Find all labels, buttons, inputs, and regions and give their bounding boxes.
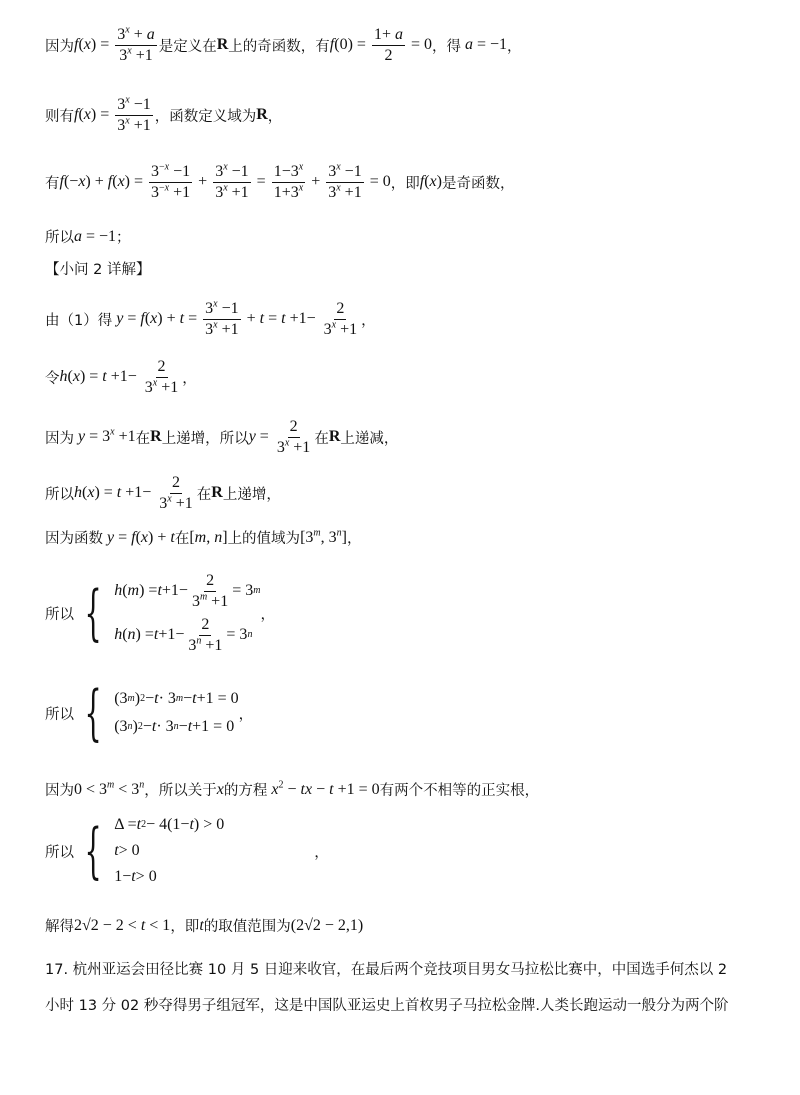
line-2 bbox=[45, 96, 282, 134]
math-t: t bbox=[199, 916, 204, 934]
line-16 bbox=[45, 958, 727, 979]
text: 上的值域为 bbox=[227, 531, 301, 547]
text: ， bbox=[507, 38, 522, 55]
text: ， bbox=[267, 108, 283, 125]
math-f0: f(0) = $\frac{1+ a}{2}$ = 0 bbox=[329, 26, 432, 64]
text: 所以 bbox=[45, 606, 74, 623]
line-13 bbox=[45, 779, 539, 800]
text: 因为 bbox=[45, 38, 74, 55]
section-heading: 【小问 2 详解】 bbox=[45, 262, 151, 278]
math-odd-check: f(−x) + f(x) = $\frac{3^{-x} -1}{3^{-x} +1}$ + $\frac{3^x -1}{3^x +1}$ = $\frac{1-3^x}{1+3^x}$ + $\frac{3^x -1}{3^x +1}$ = 0 bbox=[59, 161, 391, 201]
text: 是奇函数， bbox=[441, 175, 515, 192]
math-ineq: $0 < 3^m < 3^n$ bbox=[74, 779, 145, 798]
text: 令 bbox=[45, 370, 60, 387]
text: ； bbox=[116, 230, 131, 246]
text: ，得 bbox=[432, 38, 461, 55]
text: 是定义在 bbox=[158, 38, 217, 55]
text: 在 bbox=[174, 531, 190, 547]
line-6 bbox=[45, 300, 376, 338]
text: 因为函数 bbox=[45, 531, 103, 547]
math-y: $y = 3^x +1$ bbox=[78, 426, 136, 446]
math-system-2: { (3 m ) 2 − t · 3 m − t +1 = 0 (3 n ) 2 − t · 3 n − t +1 = 0 bbox=[84, 678, 239, 748]
math-a: a = −1 bbox=[74, 227, 117, 245]
text: ，函数定义域为 bbox=[154, 108, 257, 125]
text: ，即 bbox=[390, 175, 420, 192]
text: ， bbox=[346, 531, 362, 547]
line-3 bbox=[45, 163, 514, 201]
text: 在 bbox=[314, 430, 329, 447]
line-12 bbox=[45, 678, 254, 748]
text: 上递增，所以 bbox=[161, 430, 249, 447]
math-hx: h(x) = t +1− $\frac{2}{3^x +1}$ bbox=[74, 474, 193, 512]
line-17 bbox=[45, 994, 728, 1015]
line-11 bbox=[45, 572, 275, 654]
question-17-text: 17. 杭州亚运会田径比赛 10 月 5 日迎来收官，在最后两个竞技项目男女马拉松比赛中，中国选手何杰以 2 bbox=[45, 962, 728, 978]
text: ， bbox=[260, 606, 275, 623]
line-9 bbox=[45, 474, 281, 512]
text: 的方程 bbox=[223, 783, 268, 799]
text: 上递增， bbox=[222, 486, 281, 503]
math-R: R bbox=[256, 106, 268, 124]
math-y: y = f(x) + t bbox=[107, 528, 175, 546]
math-R: R bbox=[216, 36, 229, 54]
text: ，所以关于 bbox=[144, 783, 217, 799]
math-fx: f(x) = $\frac{3^x -1}{3^x +1}$ bbox=[74, 94, 151, 134]
math-fx-def: f(x) = $\frac{3^x + a}{3^x +1}$ bbox=[74, 24, 155, 64]
text: ， bbox=[238, 706, 254, 723]
math-system-3: { Δ = t 2 − 4(1− t ) > 0 t > 0 1− t > 0 bbox=[84, 816, 225, 886]
text: 有两个不相等的正实根， bbox=[379, 783, 540, 799]
math-y: y = f(x) + t = $\frac{3^x -1}{3^x +1}$ + t = t +1− $\frac{2}{3^x +1}$ bbox=[116, 298, 358, 338]
text: 有 bbox=[45, 175, 60, 192]
text: 所以 bbox=[45, 486, 74, 503]
line-4 bbox=[45, 226, 131, 247]
text: 所以 bbox=[45, 844, 74, 861]
text: ， bbox=[314, 844, 329, 861]
math-fx: f(x) bbox=[419, 173, 442, 191]
text: 在 bbox=[196, 486, 212, 503]
text: 所以 bbox=[45, 230, 74, 246]
text: 由（1）得 bbox=[45, 312, 113, 329]
math-x: x bbox=[216, 780, 224, 798]
text: 的取值范围为 bbox=[203, 919, 291, 935]
math-interval: [m, n] bbox=[189, 528, 228, 546]
math-system-1: { h ( m ) = t +1− $\frac{2}{3^m +1}$ = 3 m h ( n ) = t +1− $\frac{2}{3^n +1}$ = 3 n bbox=[84, 572, 261, 654]
line-14 bbox=[45, 816, 329, 886]
line-7 bbox=[45, 358, 197, 396]
question-17-text-cont: 小时 13 分 02 秒夺得男子组冠军，这是中国队亚运史上首枚男子马拉松金牌.人类长跑运动一般分为两个阶 bbox=[45, 998, 729, 1014]
text: ， bbox=[361, 312, 376, 329]
math-hx: h(x) = t +1− $\frac{2}{3^x +1}$ bbox=[59, 358, 179, 396]
text: ，即 bbox=[170, 919, 200, 935]
line-1 bbox=[45, 26, 522, 64]
text: 解得 bbox=[45, 919, 74, 935]
math-answer: (2√2 − 2,1) bbox=[290, 916, 364, 934]
text: ， bbox=[182, 370, 197, 387]
text: 在 bbox=[135, 430, 151, 447]
math-solution: 2√2 − 2 < t < 1 bbox=[74, 916, 171, 934]
math-equation: $x^2$ − tx − t +1 = 0 bbox=[271, 779, 380, 798]
text: 则有 bbox=[45, 108, 74, 125]
text: 因为 bbox=[45, 783, 74, 799]
math-a: a = −1 bbox=[465, 36, 508, 54]
line-10 bbox=[45, 527, 361, 548]
math-R: R bbox=[150, 428, 162, 446]
text: 所以 bbox=[45, 706, 74, 723]
text: 上递减， bbox=[340, 430, 399, 447]
math-R: R bbox=[328, 428, 341, 446]
line-8 bbox=[45, 418, 398, 456]
line-5 bbox=[45, 258, 150, 279]
math-y2: y = $\frac{2}{3^x +1}$ bbox=[248, 418, 311, 456]
math-R: R bbox=[211, 484, 223, 502]
math-range: [3$^m$, 3$^n$] bbox=[300, 527, 347, 546]
text: 上的奇函数，有 bbox=[228, 38, 330, 55]
line-15 bbox=[45, 915, 363, 936]
text: 因为 bbox=[45, 430, 74, 447]
